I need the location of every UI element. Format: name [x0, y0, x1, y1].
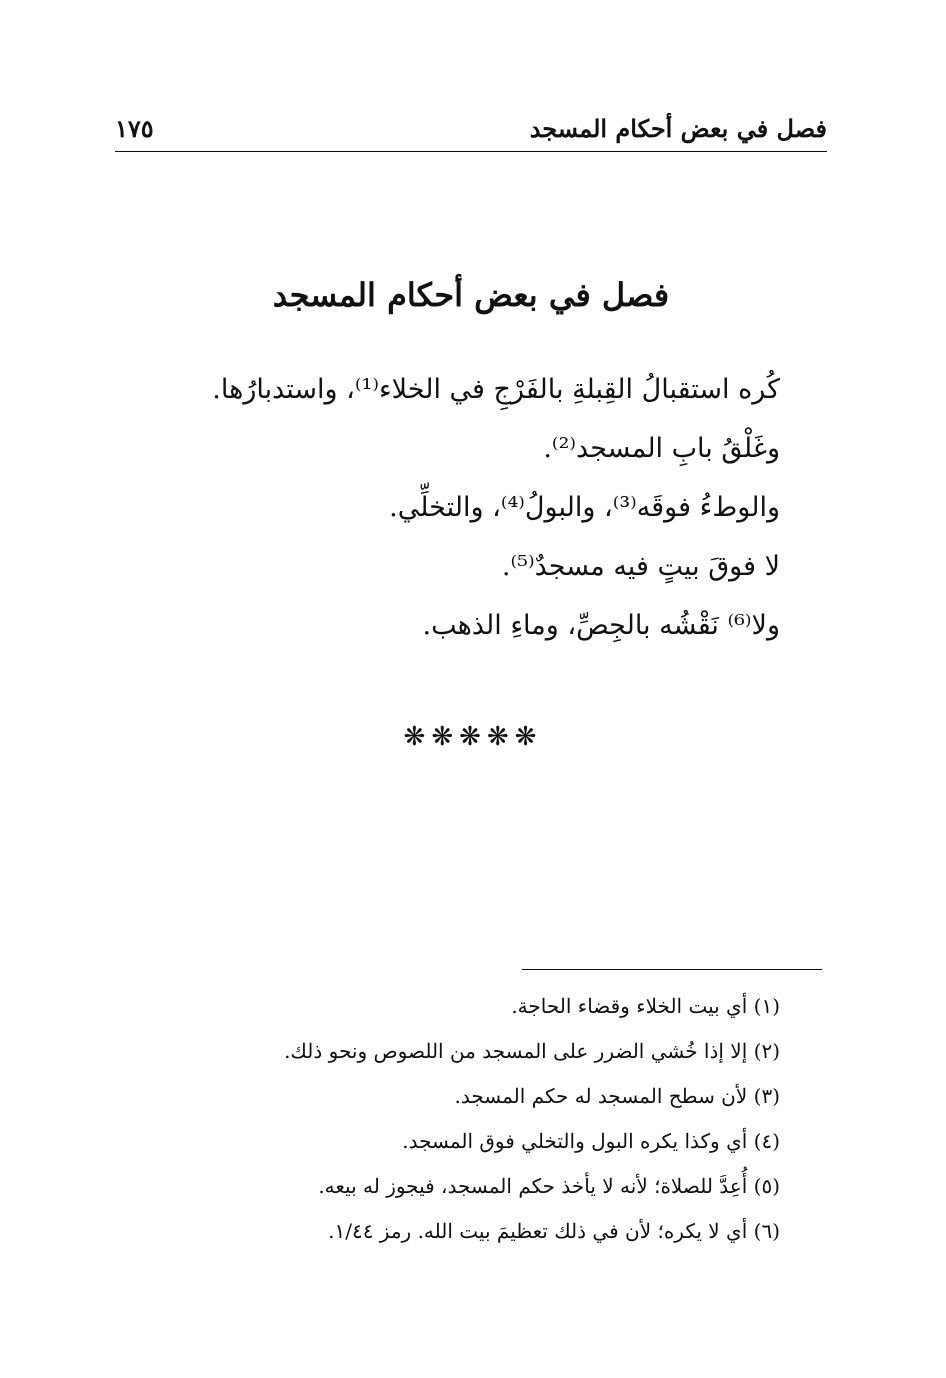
body-line: كُره استقبالُ القِبلةِ بالفَرْجِ في الخلاء⁽¹⁾، واستدبارُها. [212, 374, 780, 405]
body-text [212, 360, 780, 655]
footnote: (٦) أي لا يكره؛ لأن في ذلك تعظيمَ بيت الله. رمز ١/٤٤. [328, 1219, 780, 1243]
footnote: (٣) لأن سطح المسجد له حكم المسجد. [454, 1084, 780, 1108]
footnote: (٥) أُعِدَّ للصلاة؛ لأنه لا يأخذ حكم المسجد، فيجوز له بيعه. [318, 1174, 780, 1198]
body-line: وغَلْقُ بابِ المسجد⁽²⁾. [543, 433, 780, 464]
running-title: فصل في بعض أحكام المسجد [529, 114, 827, 143]
footnote-rule [522, 969, 822, 970]
page-number: ١٧٥ [115, 114, 154, 143]
body-line: ولا⁽⁶⁾ نَقْشُه بالجِصِّ، وماءِ الذهب. [422, 610, 780, 641]
chapter-title: فصل في بعض أحكام المسجد [272, 276, 670, 314]
header-rule [115, 151, 827, 152]
footnote: (٤) أي وكذا يكره البول والتخلي فوق المسجد. [402, 1129, 780, 1153]
footnotes [220, 984, 780, 1254]
body-line: لا فوقَ بيتٍ فيه مسجدٌ⁽⁵⁾. [501, 551, 780, 582]
body-line: والوطءُ فوقَه⁽³⁾، والبولُ⁽⁴⁾، والتخلِّي. [389, 492, 780, 523]
footnote: (٢) إلا إذا خُشي الضرر على المسجد من اللصوص ونحو ذلك. [284, 1039, 780, 1063]
footnote: (١) أي بيت الخلاء وقضاء الحاجة. [511, 994, 780, 1018]
section-separator: ❋❋❋❋❋ [403, 722, 543, 752]
running-header [115, 108, 827, 148]
